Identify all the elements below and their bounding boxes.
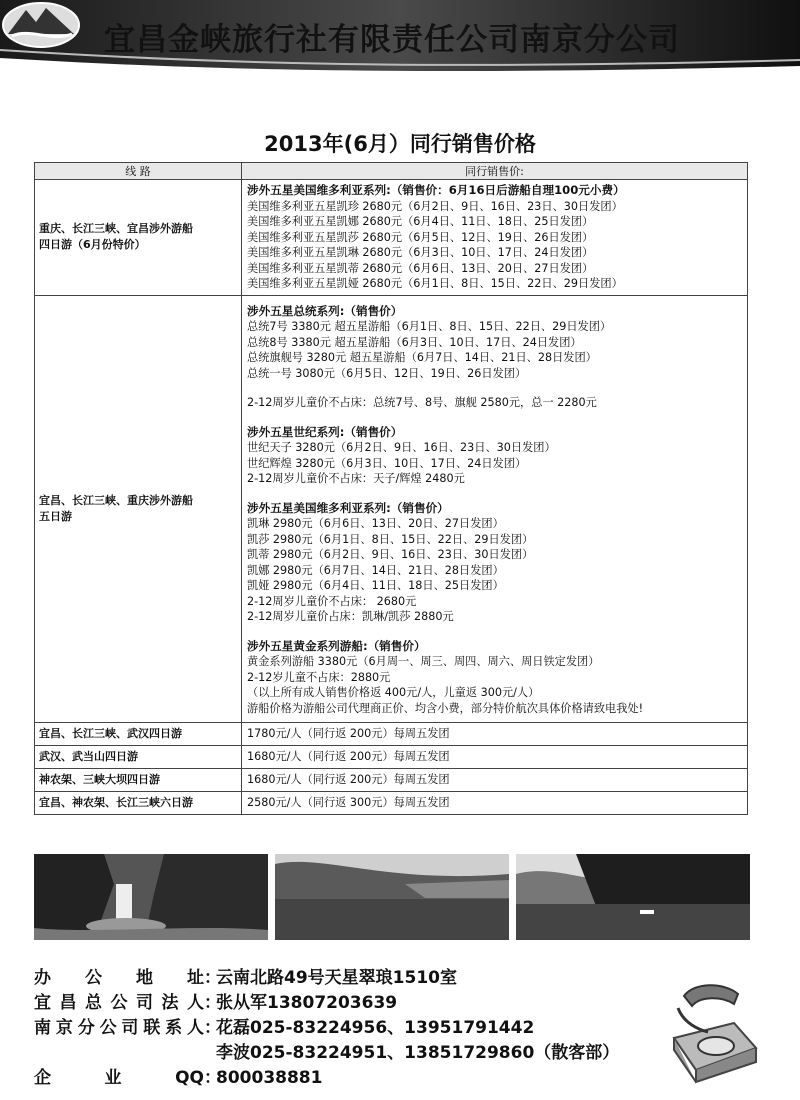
contact-block — [34, 966, 619, 1091]
contact-colon: ： — [204, 993, 221, 1013]
price-line: （以上所有成人销售价格返 400元/人，儿童返 300元/人） — [247, 686, 540, 699]
price-line: 美国维多利亚五星凯琳 2680元（6月3日、10日、17日、24日发团） — [247, 246, 594, 259]
header-banner — [0, 0, 800, 84]
price-detail — [242, 769, 748, 792]
contact-label: 宜昌总公司法人 — [34, 993, 204, 1013]
price-detail — [242, 723, 748, 746]
table-row — [35, 295, 748, 723]
route-name-line: 宜昌、长江三峡、武汉四日游 — [39, 727, 182, 740]
price-line: 美国维多利亚五星凯娅 2680元（6月1日、8日、15日、22日、29日发团） — [247, 277, 623, 290]
contact-colon: ： — [204, 1068, 221, 1088]
price-table — [34, 162, 748, 815]
table-row — [35, 769, 748, 792]
route-name-line: 神农架、三峡大坝四日游 — [39, 773, 160, 786]
price-line: 总统7号 3380元 超五星游船（6月1日、8日、15日、22日、29日发团） — [247, 320, 612, 333]
route-name-line: 五日游 — [39, 509, 72, 523]
mountain-logo-icon — [0, 0, 82, 50]
price-line: 2-12周岁儿童价不占床： 2680元 — [247, 594, 417, 608]
contact-label: 办公地址 — [34, 968, 204, 988]
price-line: 总统一号 3080元（6月5日、12日、19日、26日发团） — [247, 366, 527, 380]
series-heading: 涉外五星美国维多利亚系列:（销售价：6月16日后游船自理100元小费） — [247, 183, 625, 197]
contact-value: 800038881 — [216, 1068, 323, 1088]
table-row — [35, 723, 748, 746]
spacer — [247, 625, 747, 639]
price-line: 世纪天子 3280元（6月2日、9日、16日、23日、30日发团） — [247, 441, 556, 454]
price-line: 凯莎 2980元（6月1日、8日、15日、22日、29日发团） — [247, 532, 534, 546]
route-name — [35, 723, 242, 746]
route-name — [35, 792, 242, 815]
price-line: 1780元/人（同行返 200元）每周五发团 — [247, 727, 450, 741]
price-detail — [242, 746, 748, 769]
price-line: 2-12周岁儿童价占床：凯琳/凯莎 2880元 — [247, 610, 454, 623]
price-line: 黄金系列游船 3380元（6月周一、周三、周四、周六、周日铁定发团） — [247, 655, 600, 668]
table-header-row — [35, 163, 748, 180]
table-row — [35, 180, 748, 296]
price-line: 美国维多利亚五星凯莎 2680元（6月5日、12日、19日、26日发团） — [247, 230, 594, 244]
contact-colon: ： — [204, 1018, 221, 1038]
price-line: 1680元/人（同行返 200元）每周五发团 — [247, 750, 450, 764]
spacer — [247, 411, 747, 425]
table-row — [35, 792, 748, 815]
series-heading: 涉外五星美国维多利亚系列:（销售价） — [247, 500, 449, 515]
table-body — [35, 180, 748, 815]
contact-row — [34, 966, 619, 991]
river-cruise-photo — [516, 854, 750, 940]
contact-value: 花磊025-83224956、13951791442 — [216, 1018, 535, 1038]
series-heading: 涉外五星世纪系列:（销售价） — [247, 424, 403, 439]
price-line: 美国维多利亚五星凯蒂 2680元（6月6日、13日、20日、27日发团） — [247, 261, 594, 275]
price-line: 凯琳 2980元（6月6日、13日、20日、27日发团） — [247, 517, 504, 530]
price-line: 凯蒂 2980元（6月2日、9日、16日、23日、30日发团） — [247, 548, 534, 561]
contact-row — [34, 1041, 619, 1066]
column-header-route: 线 路 — [35, 163, 242, 180]
contact-value: 张从军13807203639 — [216, 993, 398, 1013]
route-name-line: 重庆、长江三峡、宜昌涉外游船 — [39, 222, 193, 236]
spacer — [247, 381, 747, 395]
contact-value: 李波025-83224951、13851729860（散客部） — [216, 1043, 620, 1063]
price-detail — [242, 180, 748, 296]
price-detail — [242, 792, 748, 815]
contact-label: 南京分公司联系人 — [34, 1018, 204, 1038]
price-line: 世纪辉煌 3280元（6月3日、10日、17日、24日发团） — [247, 456, 527, 470]
route-name-line: 宜昌、长江三峡、重庆涉外游船 — [39, 493, 193, 507]
company-name: 宜昌金峡旅行社有限责任公司南京分公司 — [104, 22, 680, 58]
three-gorges-dam-photo — [275, 854, 509, 940]
series-heading: 涉外五星总统系列:（销售价） — [247, 303, 403, 318]
contact-label: 企业QQ — [34, 1068, 204, 1088]
price-line: 2-12周岁儿童价不占床：总统7号、8号、旗舰 2580元，总一 2280元 — [247, 396, 597, 409]
telephone-icon — [664, 978, 764, 1088]
spacer — [247, 487, 747, 501]
price-line: 凯娜 2980元（6月7日、14日、21日、28日发团） — [247, 563, 504, 577]
table-row — [35, 746, 748, 769]
column-header-price: 同行销售价: — [242, 163, 748, 180]
route-name — [35, 295, 242, 723]
photo-strip — [34, 854, 750, 940]
contact-row — [34, 991, 619, 1016]
price-line: 美国维多利亚五星凯娜 2680元（6月4日、11日、18日、25日发团） — [247, 215, 594, 228]
price-line: 2580元/人（同行返 300元）每周五发团 — [247, 796, 450, 810]
price-line: 美国维多利亚五星凯珍 2680元（6月2日、9日、16日、23日、30日发团） — [247, 199, 623, 213]
route-name-line: 武汉、武当山四日游 — [39, 750, 138, 763]
price-line: 1680元/人（同行返 200元）每周五发团 — [247, 773, 450, 787]
price-line: 2-12周岁儿童价不占床：天子/辉煌 2480元 — [247, 472, 465, 485]
price-line: 总统旗舰号 3280元 超五星游船（6月7日、14日、21日、28日发团） — [247, 351, 597, 364]
price-detail — [242, 295, 748, 723]
route-name-line: 宜昌、神农架、长江三峡六日游 — [39, 796, 193, 809]
route-name — [35, 746, 242, 769]
series-heading: 涉外五星黄金系列游船:（销售价） — [247, 638, 426, 653]
price-line: 游船价格为游船公司代理商正价、均含小费，部分特价航次具体价格请致电我处! — [247, 701, 644, 715]
contact-value: 云南北路49号天星翠琅1510室 — [216, 968, 457, 988]
price-line: 2-12岁儿童不占床：2880元 — [247, 670, 391, 684]
contact-row — [34, 1016, 619, 1041]
route-name — [35, 180, 242, 296]
page-title: 2013年(6月）同行销售价格 — [264, 132, 536, 156]
contact-row — [34, 1066, 619, 1091]
price-line: 凯娅 2980元（6月4日、11日、18日、25日发团） — [247, 579, 504, 592]
route-name — [35, 769, 242, 792]
waterfall-gorge-photo — [34, 854, 268, 940]
route-name-line: 四日游（6月份特价） — [39, 238, 146, 252]
contact-colon: ： — [204, 968, 221, 988]
price-line: 总统8号 3380元 超五星游船（6月3日、10日、17日、24日发团） — [247, 335, 582, 349]
